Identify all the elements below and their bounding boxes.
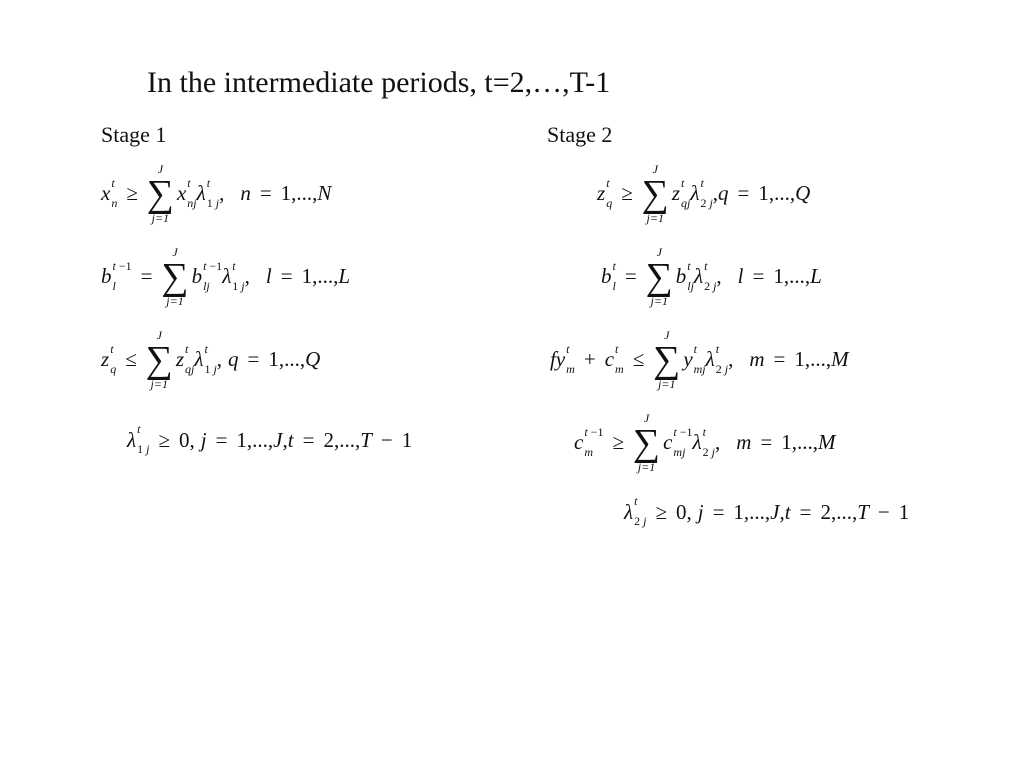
stage1-equation-output: z t q ≤ J ∑ j=1 z t qj λ t 1 j , q = 1,..., Q — [101, 328, 321, 392]
stage2-equation-carryover-output: c t −1 m ≥ J ∑ j=1 c t −1 mj λ t 2 j , m = 1,..., M — [574, 411, 836, 475]
stage1-label: Stage 1 — [101, 122, 167, 147]
summation-sign: J ∑ j=1 — [145, 328, 173, 392]
summation-sign: J ∑ j=1 — [632, 411, 661, 475]
slide-title: In the intermediate periods, t=2,…,T-1 — [147, 66, 611, 99]
summation-sign: J ∑ j=1 — [653, 328, 681, 392]
stage2-equation-output: f y t m + c t m ≤ J ∑ j=1 y t mj λ t 2 j , m = 1,..., M — [550, 328, 849, 392]
stage2-label: Stage 2 — [547, 122, 613, 147]
stage2-equation-carryover: b t l = J ∑ j=1 b t lj λ t 2 j , l = 1,..., L — [601, 245, 822, 309]
stage1-equation-intermediate: b t −1 l = J ∑ j=1 b t −1 lj λ t 1 j , l = 1,..., L — [101, 245, 351, 309]
stage1-nonnegativity: λ t 1 j ≥ 0, j = 1,..., J , t = 2,..., T − 1 — [127, 422, 413, 456]
summation-sign: J ∑ j=1 — [645, 245, 673, 309]
summation-sign: J ∑ j=1 — [161, 245, 189, 309]
summation-sign: J ∑ j=1 — [641, 162, 669, 226]
summation-sign: J ∑ j=1 — [146, 162, 174, 226]
stage2-nonnegativity: λ t 2 j ≥ 0, j = 1,..., J , t = 2,..., T − 1 — [624, 494, 910, 528]
stage1-equation-input: x t n ≥ J ∑ j=1 x t nj λ t 1 j , n = 1,..., N — [101, 162, 332, 226]
stage2-equation-intermediate-input: z t q ≥ J ∑ j=1 z t qj λ t 2 j , q = 1,..., Q — [597, 162, 811, 226]
